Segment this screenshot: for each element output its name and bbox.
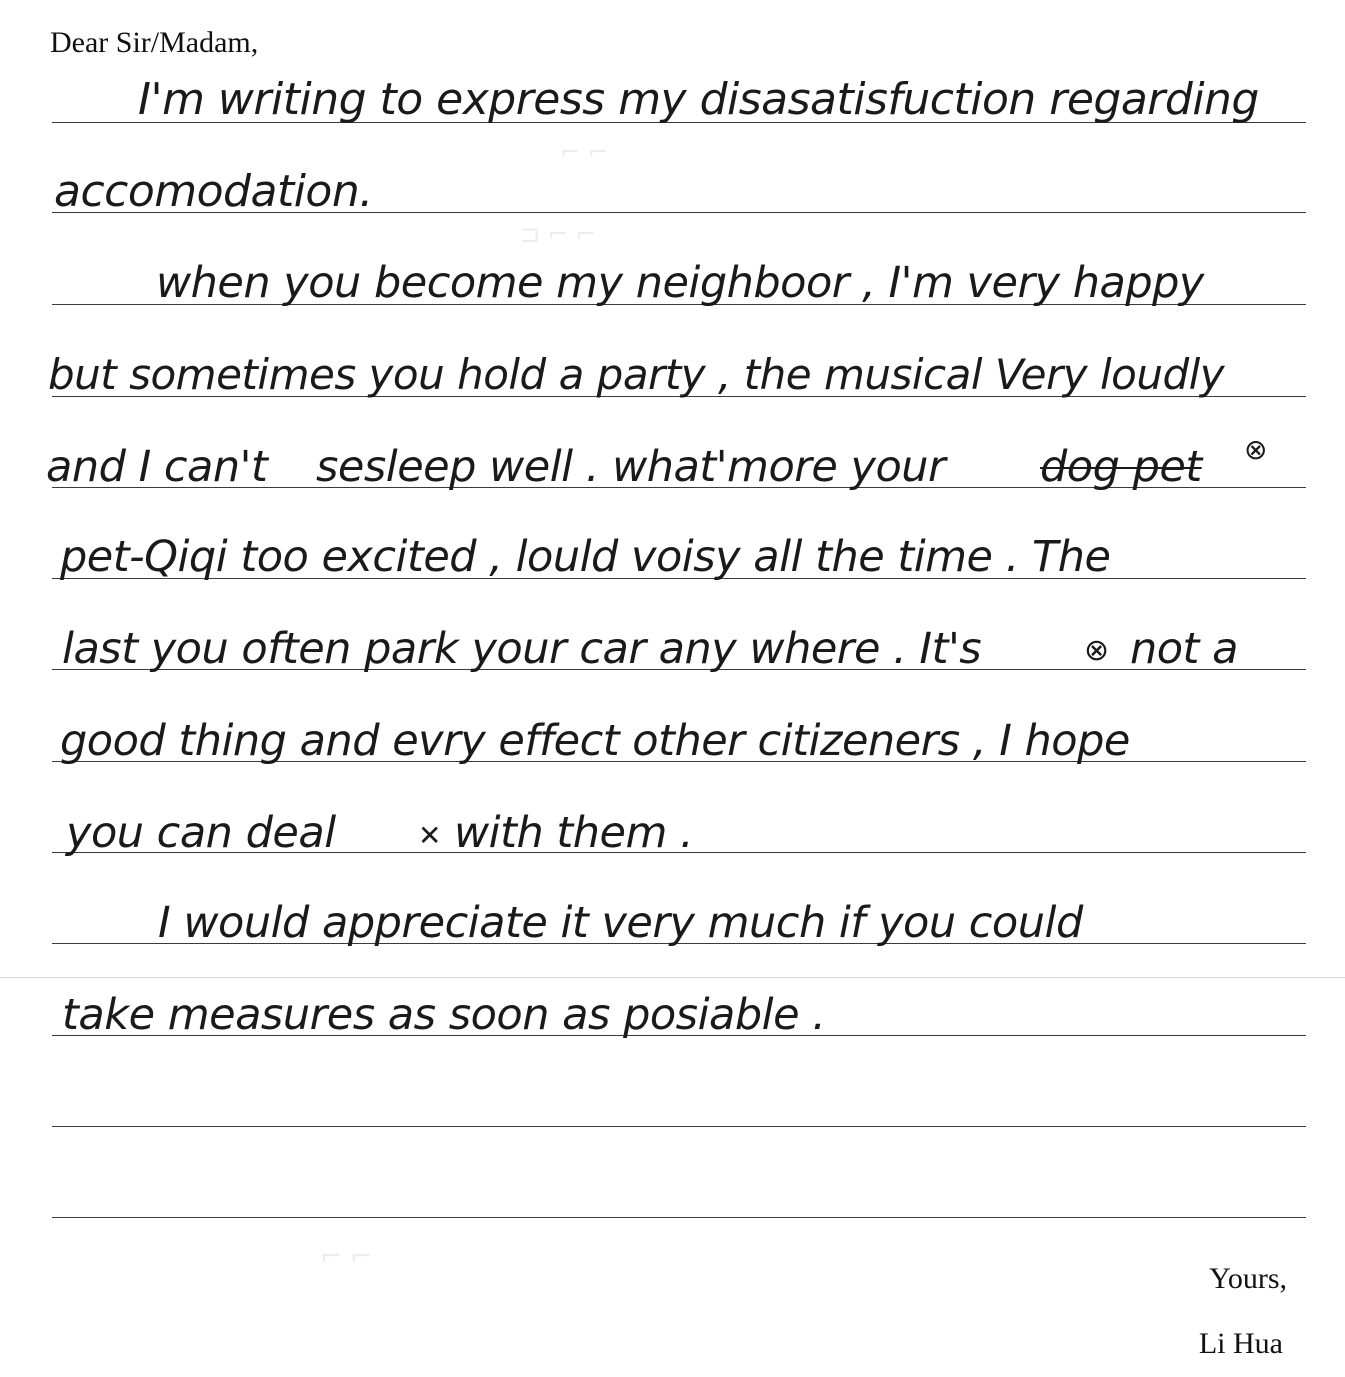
handwritten-line-9b: with them .	[454, 808, 694, 858]
correction-mark: ✕	[418, 819, 442, 852]
ruled-line	[52, 1217, 1306, 1218]
closing: Yours,	[1209, 1262, 1287, 1295]
handwritten-line-7b: not a	[1130, 624, 1238, 674]
handwritten-line-1: I'm writing to express my disasatisfuction regarding	[138, 74, 1259, 125]
show-through-mark: ⌐ ⌐	[320, 1242, 372, 1272]
handwritten-line-6: pet-Qiqi too excited , lould voisy all the time . The	[60, 532, 1111, 582]
show-through-mark: ⌐ ⌐	[560, 138, 608, 166]
handwritten-line-8: good thing and evry effect other citizeners , I hope	[60, 716, 1130, 766]
handwritten-line-5b: sesleep well . what'more your	[316, 442, 946, 492]
handwritten-line-4: but sometimes you hold a party , the musical Very loudly	[48, 350, 1225, 399]
handwritten-line-5a: and I can't	[46, 442, 268, 492]
show-through-mark: ⊐ ⌐ ⌐	[520, 220, 596, 248]
correction-mark: ⊗	[1084, 633, 1110, 668]
handwritten-line-2: accomodation.	[54, 166, 373, 217]
salutation: Dear Sir/Madam,	[50, 26, 259, 59]
signer-name: Li Hua	[1198, 1327, 1283, 1360]
handwritten-line-3: when you become my neighboor , I'm very happy	[156, 258, 1204, 308]
handwritten-line-7a: last you often park your car any where . It's	[62, 624, 982, 674]
crossed-out-words: dog pet	[1040, 442, 1202, 492]
correction-mark: ⊗	[1244, 433, 1268, 466]
handwritten-line-11: take measures as soon as posiable .	[62, 990, 826, 1040]
handwritten-line-9a: you can deal	[66, 808, 336, 858]
handwritten-line-10: I would appreciate it very much if you could	[158, 898, 1083, 948]
scan-fold-line	[0, 977, 1345, 978]
ruled-line	[52, 1126, 1306, 1127]
